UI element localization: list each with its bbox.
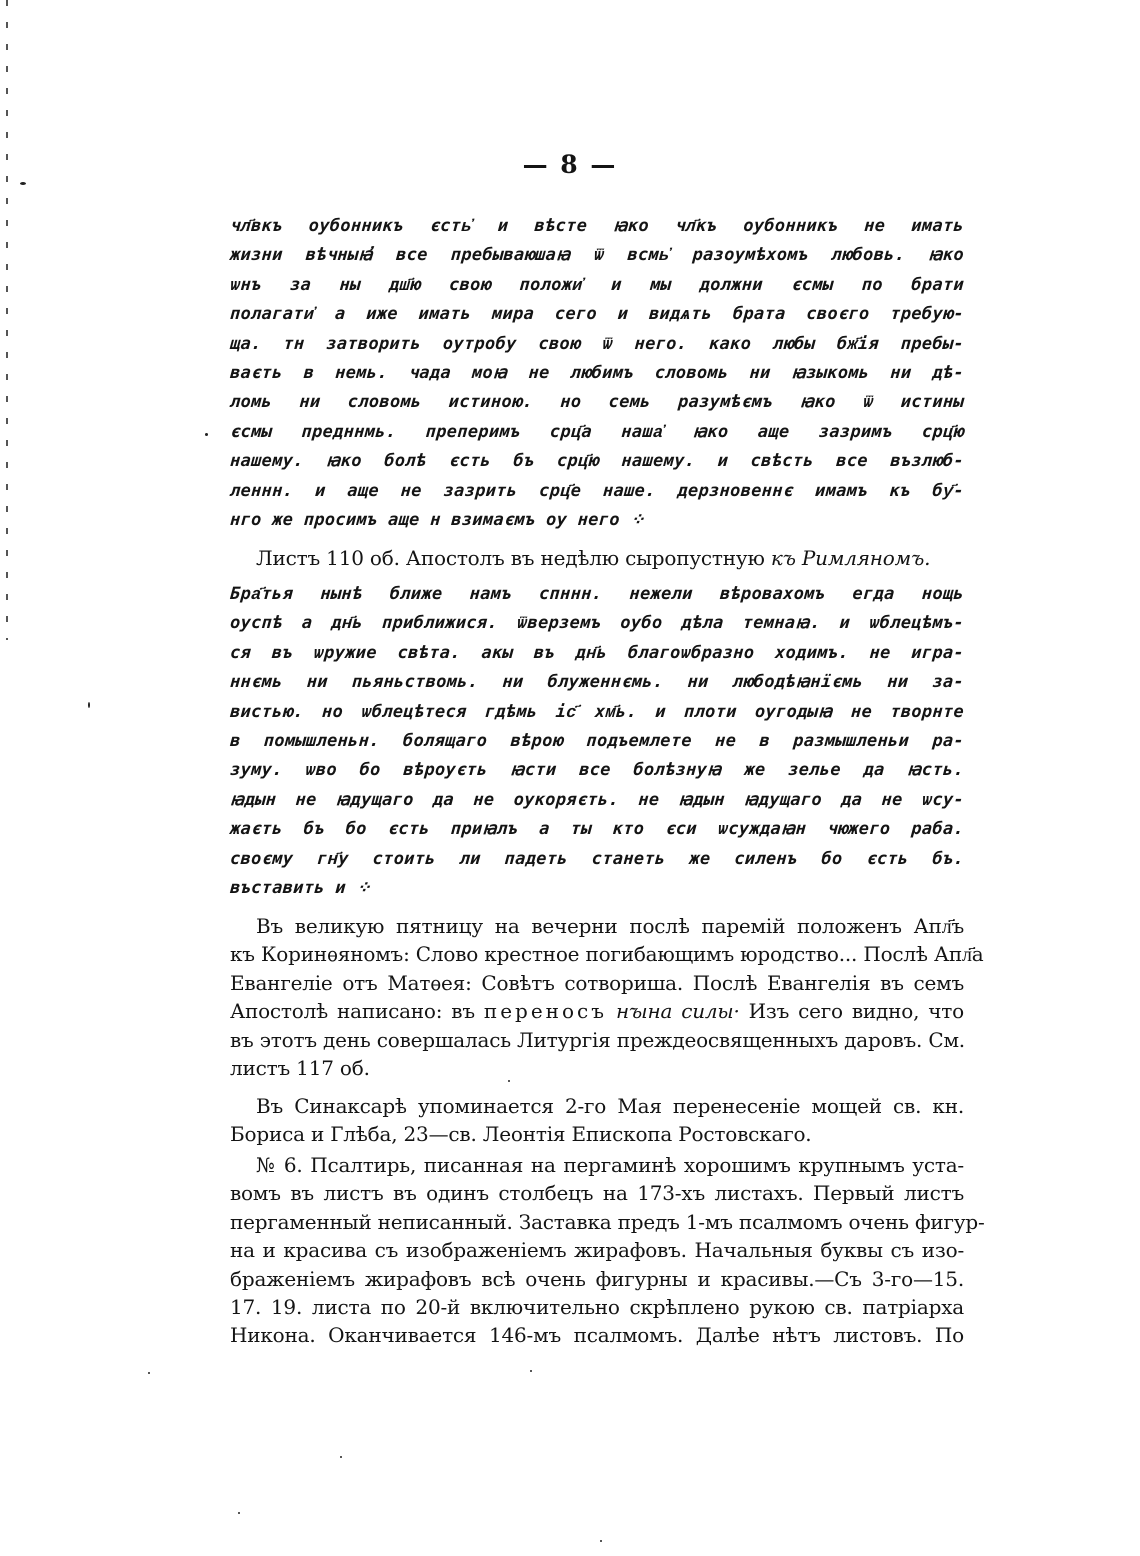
text-line: Въ великую пятницу на вечерни послѣ паремій положенъ Апл҃ъ [256,914,964,938]
text-line: въ этотъ день совершалась Литургія преждеосвященныхъ даровъ. См. [230,1027,965,1052]
ink-speck [340,1456,342,1458]
slavonic-line: нго же просимъ аще н взимаємъ оу него ⁘ [229,509,646,530]
slavonic-line: в помышленьн. болящаго вѣрою подъемлете не в размышленьи ра- [229,730,965,751]
heading-italic: къ Римляномъ. [770,546,931,570]
slavonic-line: леннн. и аще не зазрить срц҃е наше. дерзновеннє имамъ къ бу҃- [229,480,965,501]
ink-speck [88,702,90,708]
slavonic-line: въставить и ⁘ [229,877,372,898]
text-line: къ Коринѳяномъ: Слово крестное погибающимъ юродство... Послѣ Апл҃а [230,942,984,967]
slavonic-line: полагати҆ а иже имать мира сего и видѧть брата своєго требую- [229,304,965,325]
text-line: Бориса и Глѣба, 23—св. Леонтія Епископа Ростовскаго. [230,1122,812,1147]
slavonic-line: ваєть в немь. чада моꙗ не любимъ словомь ни ꙗзыкомь ни дѣ- [229,362,965,383]
slavonic-line: ломь ни словомь истиною. но семь разумѣємъ ꙗко ѿ истины [229,392,965,413]
slavonic-line: оуспѣ а дн҃ь приближися. ѿверземъ оубо дѣла темнаꙗ. и ѡблецѣмъ- [229,613,965,634]
slavonic-line: Бра҃тья нынѣ ближе намъ спннн. нежели вѣровахомъ егда нощь [229,584,965,604]
text-line: браженіемъ жирафовъ всѣ очень фигурны и красивы.—Съ 3-го—15. [230,1266,964,1291]
page-number: — 8 — [522,150,618,179]
slavonic-line: своєму гн҃у стоить ли падеть станеть же силенъ бо єсть бъ. [229,848,965,869]
text-line: листъ 117 об. [230,1055,370,1080]
section-heading [256,544,964,572]
ink-speck [148,1372,150,1374]
slavonic-quote-1 [230,212,964,535]
ink-speck [600,1540,602,1542]
text-line: Евангеліе отъ Матѳея: Совѣтъ сотвориша. Послѣ Евангелія въ семъ [230,970,964,995]
text-run: Изъ сего видно, что [748,999,964,1024]
slavonic-line: єсмы предннмь. преперимъ срц҃а наша҆ ꙗко аще зазримъ срц҃ю [229,421,965,442]
slavonic-line: жаєть бъ бо єсть приꙗлъ а ты кто єси ѡсуждаꙗн чюжего раба. [229,819,965,840]
text-line: 17. 19. листа по 20-й включительно скрѣплено рукою св. патріарха [230,1294,964,1319]
text-line: на и красива съ изображеніемъ жирафовъ. Начальныя буквы съ изо- [230,1238,964,1263]
ink-speck [530,1370,532,1372]
spaced-word: переносъ [483,999,607,1024]
heading-text: Листъ 110 об. Апостолъ въ недѣлю сыропустную [256,546,765,570]
slavonic-line: зуму. ѡво бо вѣроуєть ꙗсти все болѣзнуꙗ же зелье да ꙗсть. [229,760,965,781]
ink-speck [205,433,208,436]
slavonic-line: жизни вѣчныꙗ҆ все пребываюшаꙗ ѿ всмь҆ разоумѣхомъ любовь. ꙗко [229,245,965,266]
ink-speck [238,1512,240,1514]
slavonic-line: ннємь ни пьяньствомь. ни блуженнємь. ни любодѣꙗнїємь ни за- [229,672,965,693]
slavonic-line: ѡнъ за ны дш҃ю свою положи҆ и мы должни єсмы по брати [229,274,965,295]
slavonic-line: чл҃вкъ оубонникъ єсть҆ и вѣсте ꙗко чл҃къ оубонникъ не имать [229,216,965,236]
slavonic-line: ꙗдын не ꙗдущаго да не оукоряєть. не ꙗдын ꙗдущаго да не ѡсу- [229,789,965,810]
slavonic-phrase: нꙑна силы· [615,999,740,1024]
paragraph-good-friday [230,912,984,1082]
page-edge-mark [6,0,8,640]
text-line: пергаменный неписанный. Заставка предъ 1-мъ псалмомъ очень фигур- [230,1209,985,1234]
slavonic-line: ся въ ѡружие свѣта. акы въ дн҃ь благоѡбразно ходимъ. не игра- [229,642,965,663]
slavonic-quote-2 [230,580,964,903]
text-run: Апостолѣ написано: въ [230,999,475,1024]
text-line: Никона. Оканчивается 146-мъ псалмомъ. Далѣе нѣтъ листовъ. По [230,1323,964,1348]
ink-speck [20,182,26,185]
paragraph-synaxarion [230,1092,964,1149]
text-line: вомъ въ листъ въ одинъ столбецъ на 173-хъ листахъ. Первый листъ [230,1181,964,1206]
text-line: Въ Синаксарѣ упоминается 2-го Мая перенесеніе мощей св. кн. [256,1094,964,1118]
text-line [230,997,964,1025]
slavonic-line: нашему. ꙗко болѣ єсть бъ срц҃ю нашему. и свѣсть все възлюб- [229,451,965,472]
slavonic-line: ща. тн затворить оутробу свою ѿ него. како любы бж҃ія пребы- [229,333,965,354]
text-line: № 6. Псалтирь, писанная на пергаминѣ хорошимъ крупнымъ уста- [256,1153,964,1177]
slavonic-line: вистью. но ѡблецѣтеся гдѣмь іс҃ хм҃ь. и плоти оугодыꙗ не творнте [229,701,965,722]
paragraph-psalter [230,1151,985,1350]
